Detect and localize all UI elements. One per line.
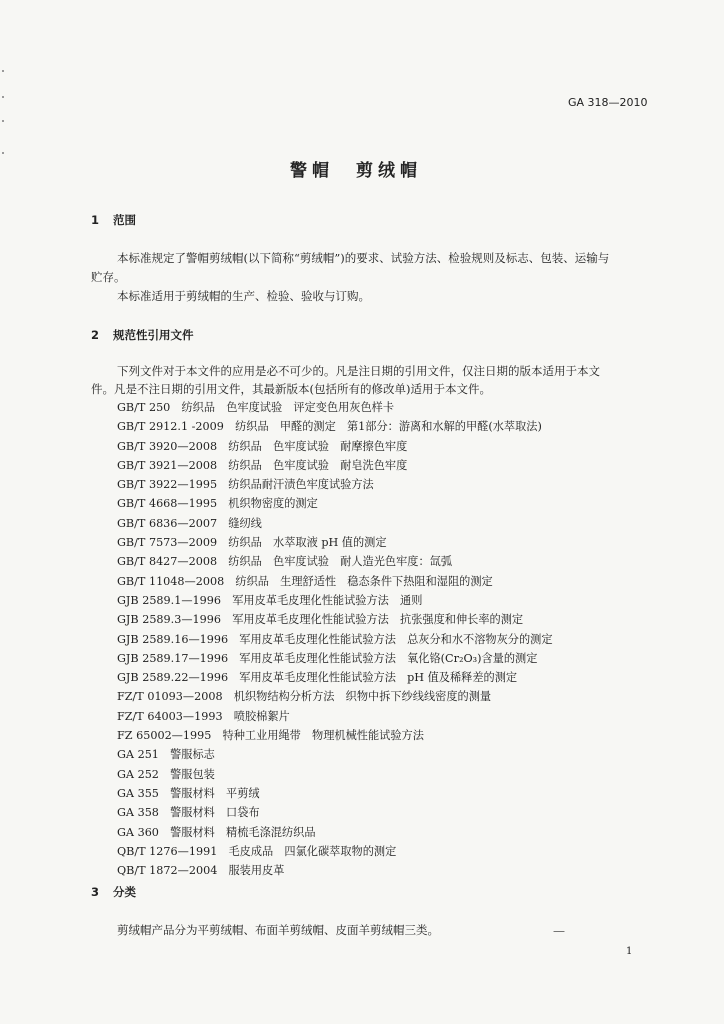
reference-item: GJB 2589.16—1996 军用皮革毛皮理化性能试验方法 总灰分和水不溶物灰分的测定: [117, 632, 553, 646]
reference-item: GB/T 3921—2008 纺织品 色牢度试验 耐皂洗色牢度: [117, 458, 408, 472]
reference-item: GA 358 警服材料 口袋布: [117, 806, 260, 820]
reference-item: GB/T 250 纺织品 色牢度试验 评定变色用灰色样卡: [117, 401, 395, 414]
reference-item: GB/T 2912.1 -2009 纺织品 甲醛的测定 第1部分：游离和水解的甲醛(水萃取法): [117, 420, 542, 434]
reference-item: FZ/T 01093—2008 机织物结构分析方法 织物中拆下纱线线密度的测量: [117, 690, 492, 704]
s1-para1-line2: 贮存。: [91, 270, 126, 284]
reference-item: QB/T 1872—2004 服装用皮革: [117, 864, 285, 878]
section-title: 分类: [113, 885, 136, 899]
reference-item: GB/T 6836—2007 缝纫线: [117, 516, 262, 530]
page-number: 1: [626, 946, 633, 957]
section-title: 规范性引用文件: [113, 328, 194, 342]
s1-para1-line1: 本标准规定了警帽剪绒帽(以下简称“剪绒帽”)的要求、试验方法、检验规则及标志、包装、运输与: [117, 251, 610, 265]
scan-mark: —: [553, 924, 565, 938]
reference-item: GA 360 警服材料 精梳毛涤混纺织品: [117, 825, 316, 839]
reference-item: FZ/T 64003—1993 喷胶棉絮片: [117, 709, 290, 723]
section-3-heading: [91, 884, 136, 900]
section-number: 3: [91, 885, 100, 899]
reference-item: GB/T 11048—2008 纺织品 生理舒适性 稳态条件下热阻和湿阻的测定: [117, 574, 493, 588]
reference-item: QB/T 1276—1991 毛皮成品 四氯化碳萃取物的测定: [117, 844, 397, 858]
document-title: 警帽 剪绒帽: [290, 161, 422, 181]
reference-item: GB/T 4668—1995 机织物密度的测定: [117, 497, 318, 511]
s2-intro-line2: 件。凡是不注日期的引用文件，其最新版本(包括所有的修改单)适用于本文件。: [91, 382, 491, 396]
section-title: 范围: [113, 213, 136, 227]
s2-intro-line1: 下列文件对于本文件的应用是必不可少的。凡是注日期的引用文件，仅注日期的版本适用于本文: [117, 364, 600, 378]
reference-item: GB/T 3922—1995 纺织品耐汗渍色牢度试验方法: [117, 478, 374, 492]
normative-reference-list: [117, 398, 553, 880]
reference-item: GJB 2589.3—1996 军用皮革毛皮理化性能试验方法 抗张强度和伸长率的测定: [117, 613, 524, 627]
reference-item: GA 252 警服包装: [117, 767, 215, 781]
section-number: 2: [91, 328, 100, 342]
reference-item: GJB 2589.17—1996 军用皮革毛皮理化性能试验方法 氧化铬(Cr₂O₃)含量的测定: [117, 651, 538, 665]
s1-para2: 本标准适用于剪绒帽的生产、检验、验收与订购。: [117, 289, 370, 303]
reference-item: FZ 65002—1995 特种工业用绳带 物理机械性能试验方法: [117, 729, 424, 743]
scan-artifact: [0, 60, 6, 180]
section-number: 1: [91, 213, 100, 227]
section-2-heading: [91, 327, 194, 343]
reference-item: GJB 2589.22—1996 军用皮革毛皮理化性能试验方法 pH 值及稀释差的测定: [117, 671, 518, 685]
reference-item: GB/T 7573—2009 纺织品 水萃取液 pH 值的测定: [117, 536, 387, 550]
standard-number: GA 318—2010: [568, 96, 648, 109]
reference-item: GJB 2589.1—1996 军用皮革毛皮理化性能试验方法 通则: [117, 593, 423, 607]
reference-item: GA 355 警服材料 平剪绒: [117, 786, 260, 800]
reference-item: GA 251 警服标志: [117, 748, 215, 762]
s3-para: 剪绒帽产品分为平剪绒帽、布面羊剪绒帽、皮面羊剪绒帽三类。: [117, 923, 439, 937]
section-1-heading: [91, 212, 136, 228]
reference-item: GB/T 8427—2008 纺织品 色牢度试验 耐人造光色牢度：氙弧: [117, 555, 453, 569]
reference-item: GB/T 3920—2008 纺织品 色牢度试验 耐摩擦色牢度: [117, 439, 408, 453]
